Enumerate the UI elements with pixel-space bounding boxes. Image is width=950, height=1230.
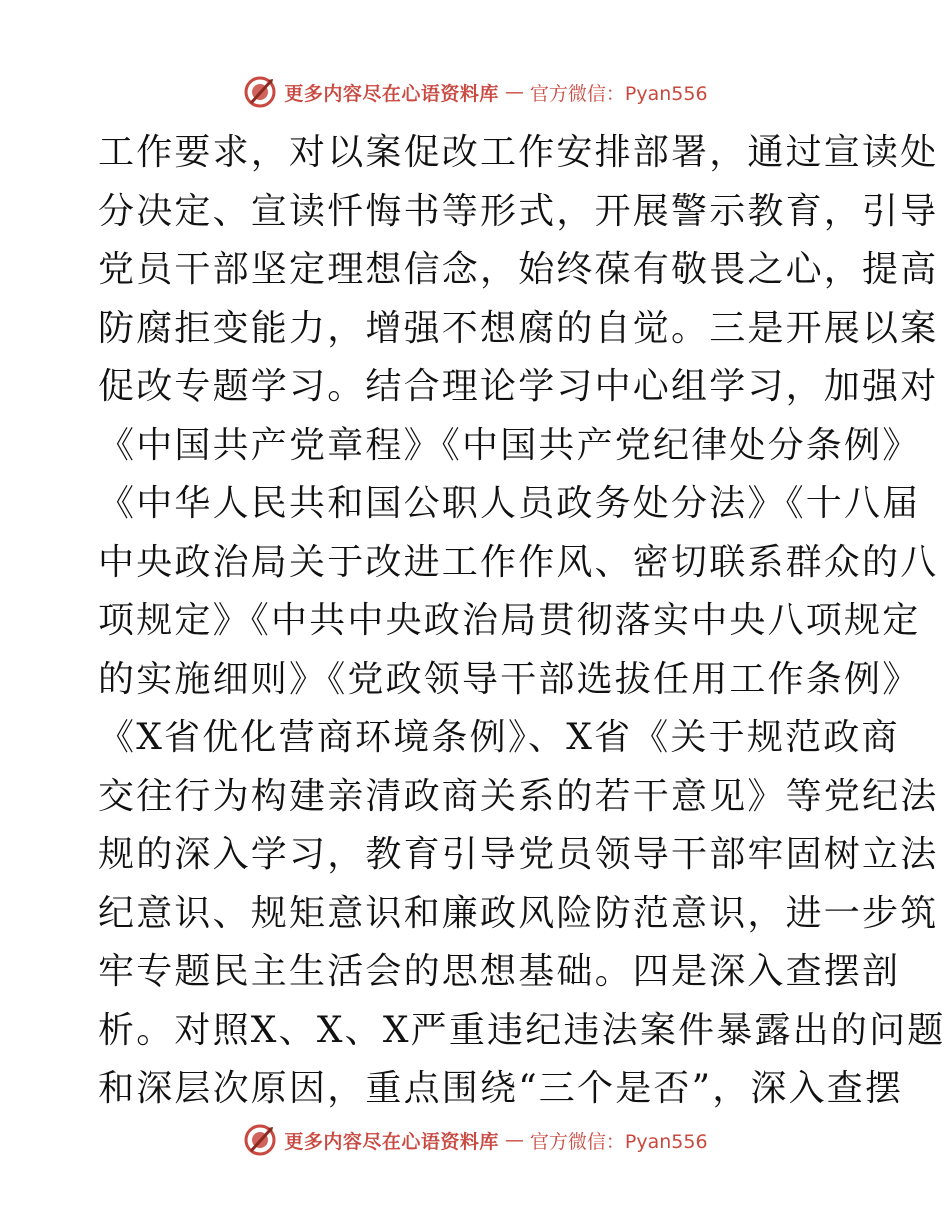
text-line: 《中华人民共和国公职人员政务处分法》《十八届 <box>98 483 921 524</box>
text-line: 纪意识、规矩意识和廉政风险防范意识，进一步筑 <box>98 892 939 934</box>
text-line: 中央政治局关于改进工作作风、密切联系群众的八 <box>98 541 939 583</box>
text-line: 《中国共产党章程》《中国共产党纪律处分条例》 <box>98 424 921 466</box>
text-line: 促改专题学习。结合理论学习中心组学习，加强对 <box>98 366 939 407</box>
pen-circle-logo-icon <box>242 1122 278 1158</box>
watermark-contact: 官方微信：Pyan556 <box>529 1130 708 1153</box>
watermark-separator: — <box>504 81 524 103</box>
text-line: 的实施细则》《党政领导干部选拔任用工作条例》 <box>98 658 921 700</box>
pen-circle-logo-icon <box>242 74 278 110</box>
text-line: 牢专题民主生活会的思想基础。四是深入查摆剖 <box>98 951 901 992</box>
text-line: 规的深入学习，教育引导党员领导干部牢固树立法 <box>98 834 939 875</box>
watermark-text: 更多内容尽在心语资料库 <box>284 1130 499 1153</box>
footer-watermark <box>0 1120 950 1160</box>
text-line: 析。对照X、X、X严重违纪违法案件暴露出的问题 <box>98 1009 946 1051</box>
text-line: 工作要求，对以案促改工作安排部署，通过宣读处 <box>98 132 939 173</box>
text-line: 和深层次原因，重点围绕“三个是否”，深入查摆 <box>98 1068 904 1109</box>
watermark-text: 更多内容尽在心语资料库 <box>284 82 499 105</box>
text-line: 项规定》《中共中央政治局贯彻落实中央八项规定 <box>98 600 921 641</box>
watermark-contact: 官方微信：Pyan556 <box>529 82 708 105</box>
watermark-separator: — <box>504 1129 524 1151</box>
text-line: 党员干部坚定理想信念，始终葆有敬畏之心，提高 <box>98 249 939 290</box>
text-line: 分决定、宣读忏悔书等形式，开展警示教育，引导 <box>98 190 939 232</box>
document-body <box>98 124 946 1119</box>
text-line: 《X省优化营商环境条例》、X省《关于规范政商 <box>98 717 900 758</box>
text-line: 防腐拒变能力，增强不想腐的自觉。三是开展以案 <box>98 307 939 349</box>
header-watermark <box>0 72 950 112</box>
text-line: 交往行为构建亲清政商关系的若干意见》等党纪法 <box>98 775 939 817</box>
